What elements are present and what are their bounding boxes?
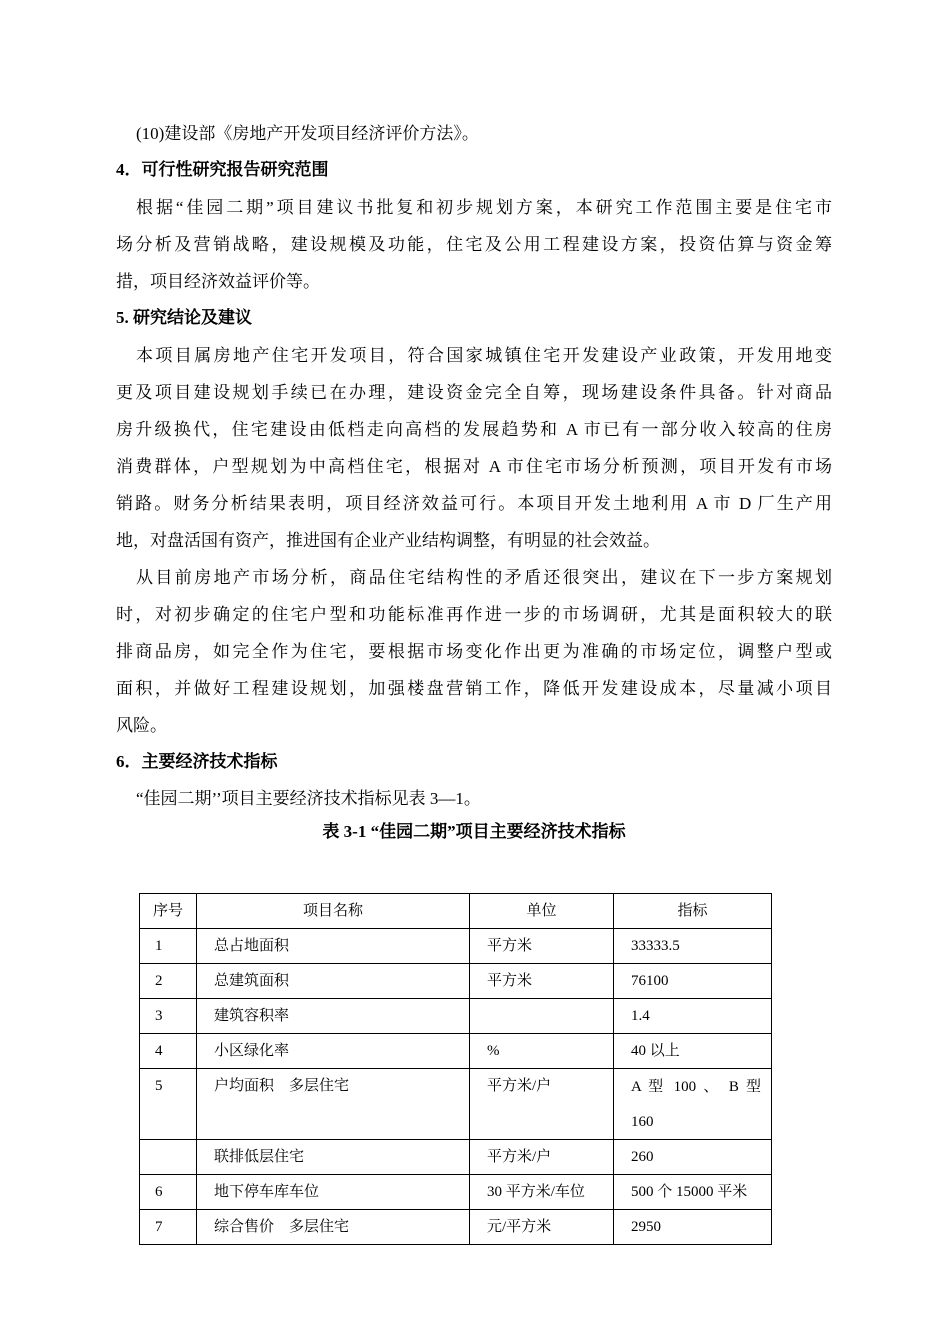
paragraph-line: 消费群体，户型规划为中高档住宅，根据对 A 市住宅市场分析预测，项目开发有市场 (116, 457, 832, 476)
table-row (140, 1069, 772, 1140)
paragraph-line: 风险。 (116, 716, 167, 735)
table-caption: 表 3-1 “佳园二期”项目主要经济技术指标 (322, 822, 626, 841)
table-cell: 地下停车库车位 (197, 1175, 470, 1210)
table-cell: 3 (140, 999, 197, 1034)
paragraph-line: “佳园二期’’项目主要经济技术指标见表 3—1。 (136, 789, 481, 808)
table-cell: 平方米 (470, 964, 614, 999)
column-header: 单位 (470, 894, 614, 929)
table-cell: 7 (140, 1210, 197, 1245)
table-cell: 40 以上 (614, 1034, 772, 1069)
table-cell: 平方米 (470, 929, 614, 964)
table-row (140, 1210, 772, 1245)
table-cell: 6 (140, 1175, 197, 1210)
paragraph-line: 时，对初步确定的住宅户型和功能标准再作进一步的市场调研，尤其是面积较大的联 (116, 605, 832, 624)
paragraph-line: 排商品房，如完全作为住宅，要根据市场变化作出更为准确的市场定位，调整户型或 (116, 642, 832, 661)
table-row (140, 964, 772, 999)
table-cell: 33333.5 (614, 929, 772, 964)
cell-line: A 型 100 、 B 型 (631, 1079, 761, 1095)
paragraph-line: 面积，并做好工程建设规划，加强楼盘营销工作，降低开发建设成本，尽量减小项目 (116, 679, 832, 698)
paragraph-line: 从目前房地产市场分析，商品住宅结构性的矛盾还很突出，建议在下一步方案规划 (136, 568, 832, 587)
column-header: 项目名称 (197, 894, 470, 929)
table-row (140, 1140, 772, 1175)
table-cell: 联排低层住宅 (197, 1140, 470, 1175)
table-row (140, 929, 772, 964)
paragraph-line: 根据“佳园二期”项目建议书批复和初步规划方案，本研究工作范围主要是住宅市 (136, 198, 832, 217)
table-cell: 综合售价 多层住宅 (197, 1210, 470, 1245)
paragraph-line: 本项目属房地产住宅开发项目，符合国家城镇住宅开发建设产业政策，开发用地变 (136, 346, 832, 365)
table-row (140, 1175, 772, 1210)
table-cell: 500 个 15000 平米 (614, 1175, 772, 1210)
cell-line: 160 (631, 1114, 654, 1130)
table-cell: 户均面积 多层住宅 (197, 1069, 470, 1140)
paragraph-line: 措，项目经济效益评价等。 (116, 272, 320, 291)
table-cell: 总占地面积 (197, 929, 470, 964)
table-cell: 小区绿化率 (197, 1034, 470, 1069)
table-cell: 1 (140, 929, 197, 964)
heading-indicators: 6．主要经济技术指标 (116, 752, 278, 771)
column-header: 指标 (614, 894, 772, 929)
table-cell: 2950 (614, 1210, 772, 1245)
table-cell: 2 (140, 964, 197, 999)
table-row (140, 999, 772, 1034)
table-cell: % (470, 1034, 614, 1069)
paragraph-line: 场分析及营销战略，建设规模及功能，住宅及公用工程建设方案，投资估算与资金筹 (116, 235, 832, 254)
table-cell: 76100 (614, 964, 772, 999)
table-cell (614, 1069, 772, 1140)
paragraph-line: 地，对盘活国有资产，推进国有企业产业结构调整，有明显的社会效益。 (116, 531, 660, 550)
table-header-row (140, 894, 772, 929)
table-row (140, 1034, 772, 1069)
table-cell: 平方米/户 (470, 1140, 614, 1175)
table-cell: 30 平方米/车位 (470, 1175, 614, 1210)
column-header: 序号 (140, 894, 197, 929)
heading-scope: 4．可行性研究报告研究范围 (116, 160, 329, 179)
table-cell: 元/平方米 (470, 1210, 614, 1245)
heading-conclusion: 5. 研究结论及建议 (116, 308, 252, 327)
paragraph-line: 房升级换代，住宅建设由低档走向高档的发展趋势和 A 市已有一部分收入较高的住房 (116, 420, 832, 439)
paragraph-ref-10: (10)建设部《房地产开发项目经济评价方法》。 (136, 124, 479, 143)
paragraph-line: 更及项目建设规划手续已在办理，建设资金完全自筹，现场建设条件具备。针对商品 (116, 383, 832, 402)
table-cell: 总建筑面积 (197, 964, 470, 999)
table-cell: 260 (614, 1140, 772, 1175)
indicator-table (139, 893, 772, 1245)
table-cell: 1.4 (614, 999, 772, 1034)
table-cell: 5 (140, 1069, 197, 1140)
table-cell (470, 999, 614, 1034)
table-cell: 平方米/户 (470, 1069, 614, 1140)
table-cell: 建筑容积率 (197, 999, 470, 1034)
paragraph-line: 销路。财务分析结果表明，项目经济效益可行。本项目开发土地利用 A 市 D 厂生产用 (116, 494, 832, 513)
table-cell (140, 1140, 197, 1175)
table-cell: 4 (140, 1034, 197, 1069)
